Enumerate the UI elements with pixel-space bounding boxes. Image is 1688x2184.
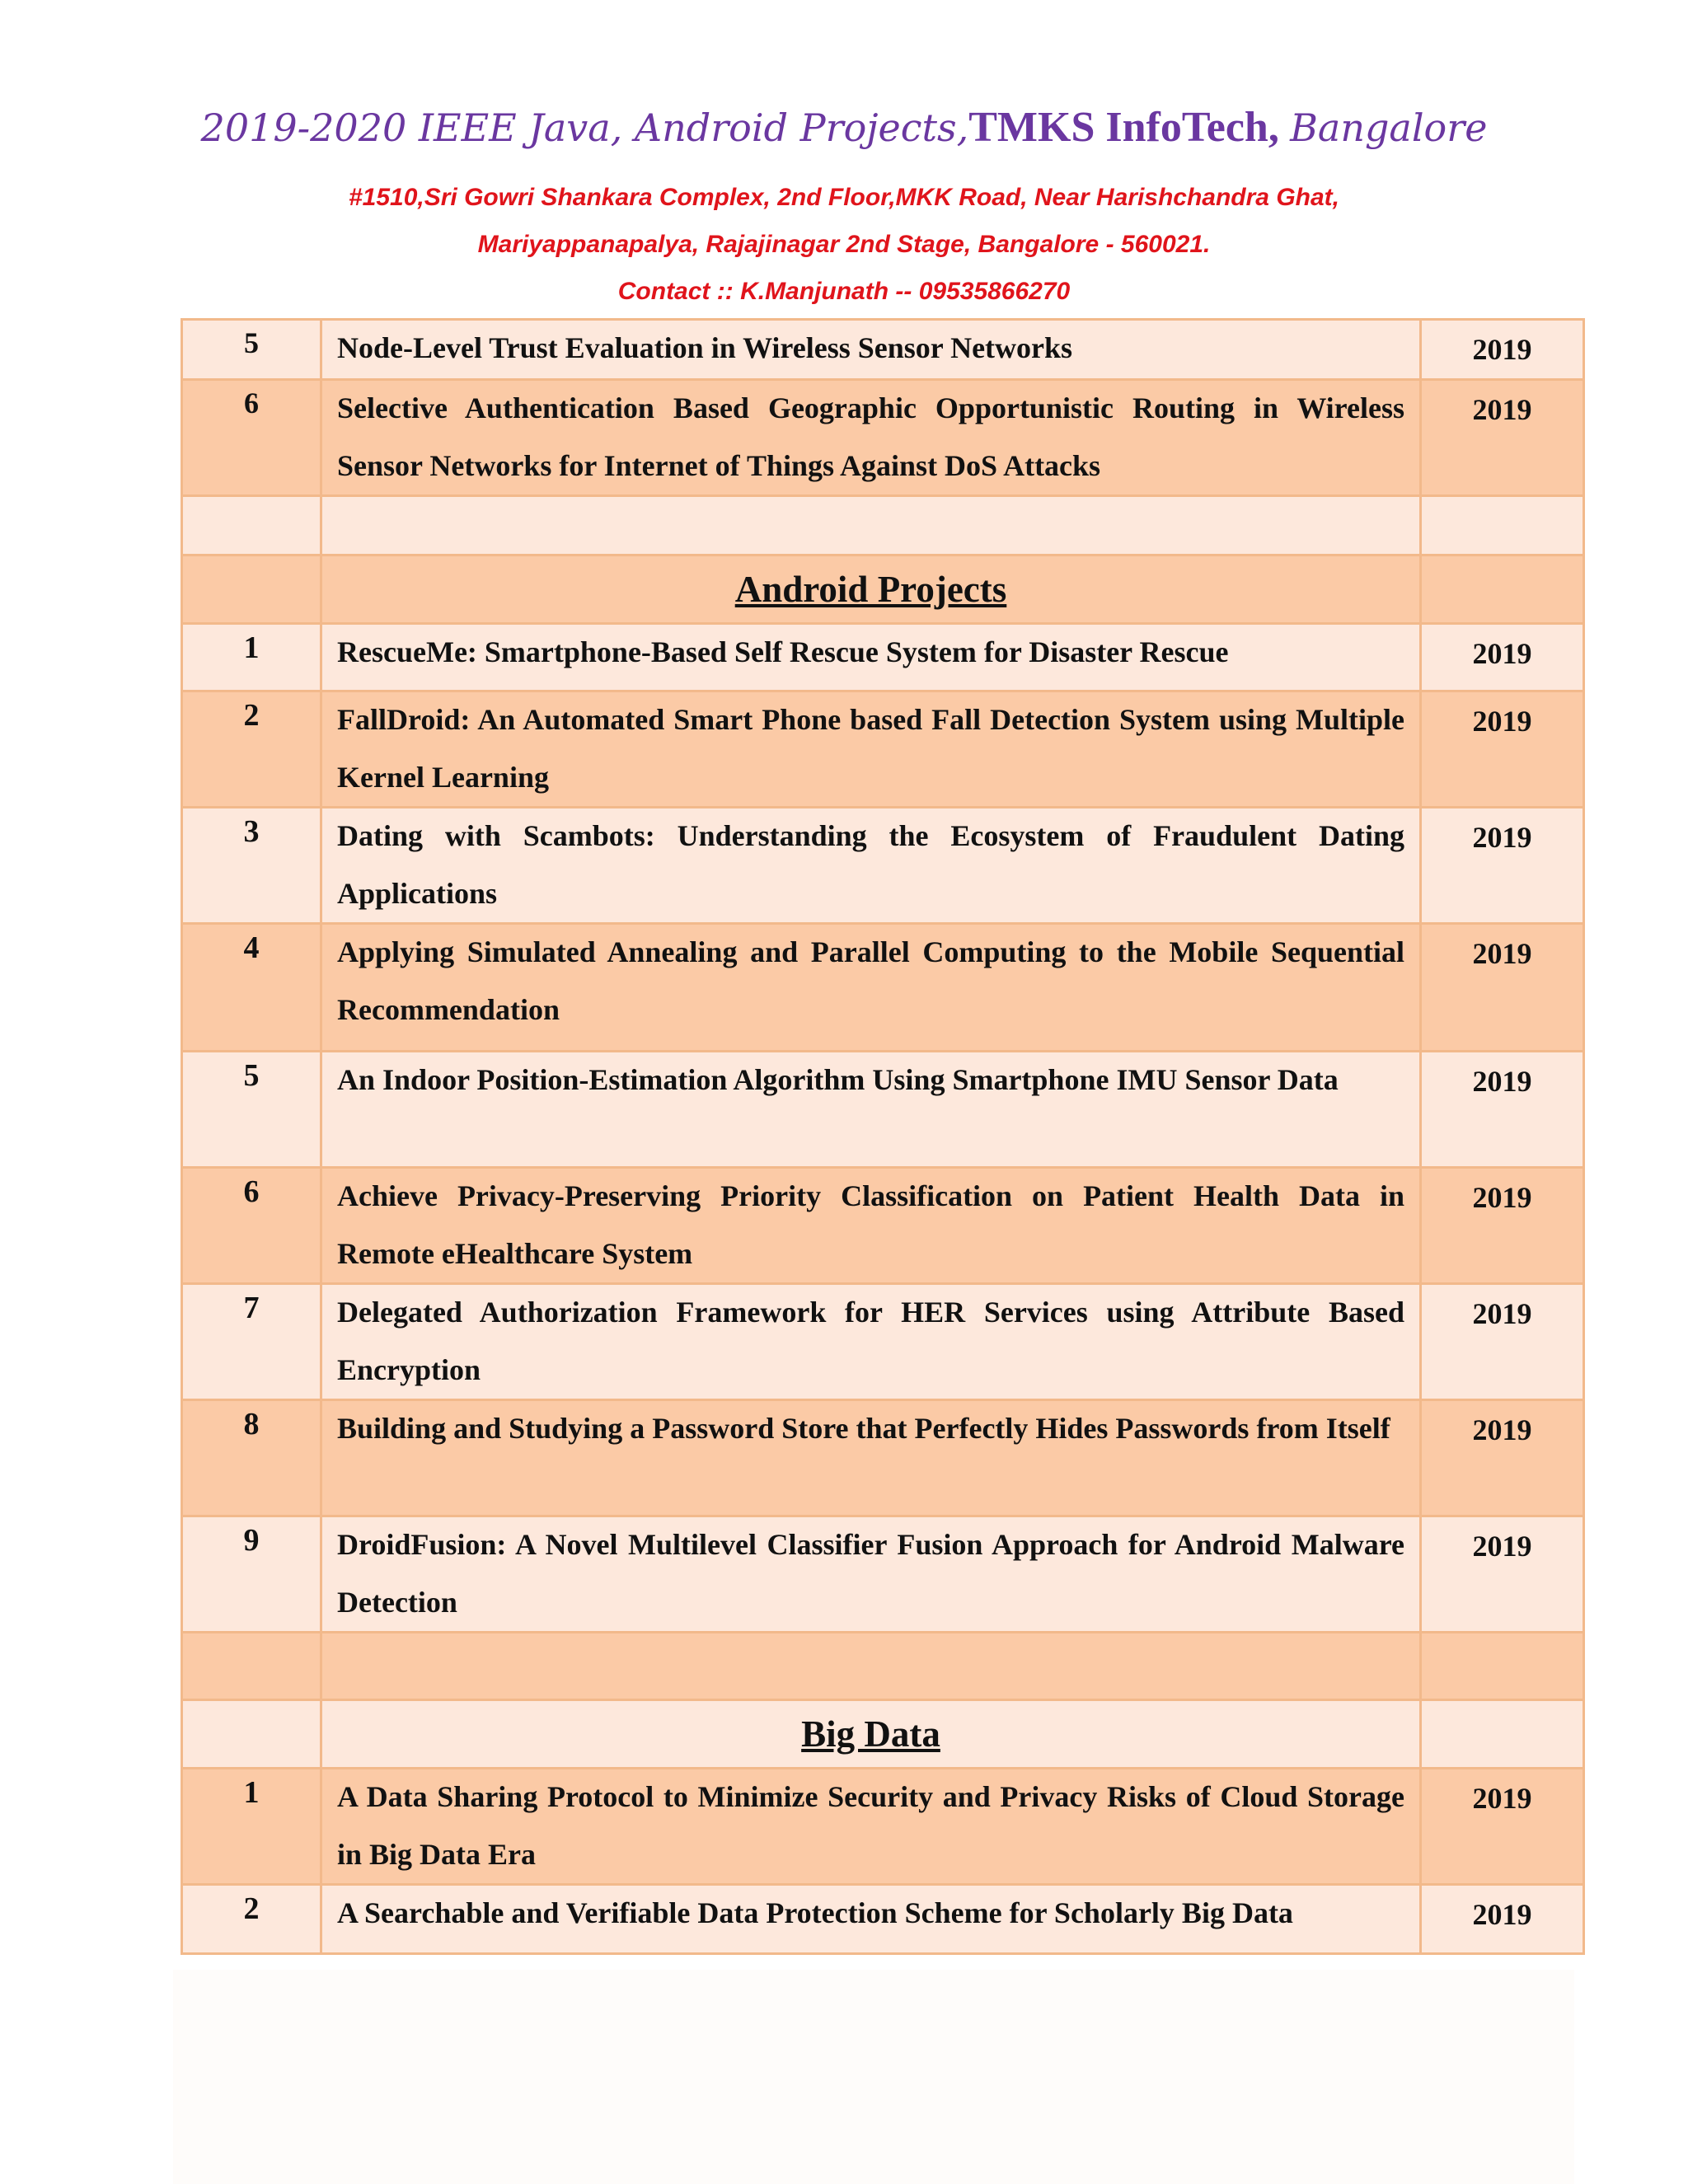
empty-cell [182, 555, 321, 624]
project-title [321, 1516, 1421, 1633]
empty-cell [1421, 1700, 1584, 1769]
project-title [321, 808, 1421, 924]
project-title-text: FallDroid: An Automated Smart Phone based Fall Detection System using Multiple Kernel Learning [337, 703, 1404, 794]
empty-cell [182, 496, 321, 555]
table-row [182, 924, 1584, 1052]
project-title [321, 1400, 1421, 1516]
empty-cell [182, 1700, 321, 1769]
project-title-text: An Indoor Position-Estimation Algorithm Using Smartphone IMU Sensor Data [337, 1063, 1339, 1096]
row-number: 4 [182, 924, 321, 1052]
project-year: 2019 [1421, 1516, 1584, 1633]
project-title [321, 624, 1421, 691]
table-row [182, 320, 1584, 380]
page-header [0, 97, 1688, 315]
table-row [182, 380, 1584, 496]
table-row [182, 1516, 1584, 1633]
project-year: 2019 [1421, 1400, 1584, 1516]
contact-line: Contact :: K.Manjunath -- 09535866270 [617, 278, 1071, 305]
empty-cell [1421, 555, 1584, 624]
row-number: 5 [182, 1052, 321, 1168]
title-part-1: 2019-2020 IEEE Java, Android Projects, [200, 105, 969, 150]
project-title [321, 1284, 1421, 1400]
empty-cell [321, 1633, 1421, 1700]
project-year: 2019 [1421, 691, 1584, 808]
project-title [321, 380, 1421, 496]
project-year: 2019 [1421, 320, 1584, 380]
table-row [182, 808, 1584, 924]
table-row [182, 1400, 1584, 1516]
project-title-text: Selective Authentication Based Geographic Opportunistic Routing in Wireless Sensor Networks for Internet of Things Against DoS Attacks [337, 391, 1404, 482]
table-row [182, 1885, 1584, 1954]
table-row [182, 1052, 1584, 1168]
project-title [321, 1769, 1421, 1885]
empty-cell [1421, 496, 1584, 555]
row-number: 5 [182, 320, 321, 380]
project-title-text: Node-Level Trust Evaluation in Wireless Sensor Networks [337, 331, 1073, 364]
title-brand: TMKS InfoTech, [968, 104, 1279, 151]
project-title-text: A Searchable and Verifiable Data Protection Scheme for Scholarly Big Data [337, 1896, 1293, 1929]
projects-table [181, 318, 1585, 1955]
empty-row [182, 1633, 1584, 1700]
project-year: 2019 [1421, 1769, 1584, 1885]
page-bottom-shade [173, 1970, 1574, 2184]
empty-cell [1421, 1633, 1584, 1700]
table-row [182, 1168, 1584, 1284]
row-number: 8 [182, 1400, 321, 1516]
row-number: 2 [182, 691, 321, 808]
project-title [321, 320, 1421, 380]
page-title [0, 97, 1688, 157]
table-row [182, 691, 1584, 808]
project-year: 2019 [1421, 624, 1584, 691]
project-year: 2019 [1421, 808, 1584, 924]
project-title-text: DroidFusion: A Novel Multilevel Classifier Fusion Approach for Android Malware Detection [337, 1528, 1404, 1619]
project-year: 2019 [1421, 1168, 1584, 1284]
project-title-text: RescueMe: Smartphone-Based Self Rescue System for Disaster Rescue [337, 635, 1229, 668]
section-heading-android: Android Projects [321, 555, 1421, 624]
project-year: 2019 [1421, 1284, 1584, 1400]
row-number: 7 [182, 1284, 321, 1400]
row-number: 3 [182, 808, 321, 924]
project-title [321, 1168, 1421, 1284]
section-header-row [182, 1700, 1584, 1769]
project-title-text: Applying Simulated Annealing and Parallel Computing to the Mobile Sequential Recommendation [337, 935, 1404, 1026]
section-heading-bigdata: Big Data [321, 1700, 1421, 1769]
title-part-2: Bangalore [1290, 105, 1488, 150]
row-number: 1 [182, 1769, 321, 1885]
row-number: 6 [182, 1168, 321, 1284]
section-header-row [182, 555, 1584, 624]
project-title [321, 924, 1421, 1052]
project-title-text: Delegated Authorization Framework for HER Services using Attribute Based Encryption [337, 1296, 1404, 1386]
project-title [321, 1052, 1421, 1168]
project-title [321, 1885, 1421, 1954]
row-number: 2 [182, 1885, 321, 1954]
project-year: 2019 [1421, 1885, 1584, 1954]
project-title-text: A Data Sharing Protocol to Minimize Security and Privacy Risks of Cloud Storage in Big Data Era [337, 1780, 1404, 1871]
table-row [182, 1769, 1584, 1885]
project-title [321, 691, 1421, 808]
table-row [182, 1284, 1584, 1400]
row-number: 1 [182, 624, 321, 691]
empty-cell [321, 496, 1421, 555]
table-row [182, 624, 1584, 691]
project-title-text: Achieve Privacy-Preserving Priority Classification on Patient Health Data in Remote eHealthcare System [337, 1179, 1404, 1270]
project-title-text: Dating with Scambots: Understanding the Ecosystem of Fraudulent Dating Applications [337, 819, 1404, 910]
empty-row [182, 496, 1584, 555]
row-number: 9 [182, 1516, 321, 1633]
project-year: 2019 [1421, 380, 1584, 496]
address-line-2: Mariyappanapalya, Rajajinagar 2nd Stage, Bangalore - 560021. [477, 231, 1211, 258]
empty-cell [182, 1633, 321, 1700]
project-year: 2019 [1421, 1052, 1584, 1168]
project-year: 2019 [1421, 924, 1584, 1052]
address-line-1: #1510,Sri Gowri Shankara Complex, 2nd Floor,MKK Road, Near Harishchandra Ghat, [348, 184, 1339, 211]
project-title-text: Building and Studying a Password Store that Perfectly Hides Passwords from Itself [337, 1412, 1390, 1445]
row-number: 6 [182, 380, 321, 496]
